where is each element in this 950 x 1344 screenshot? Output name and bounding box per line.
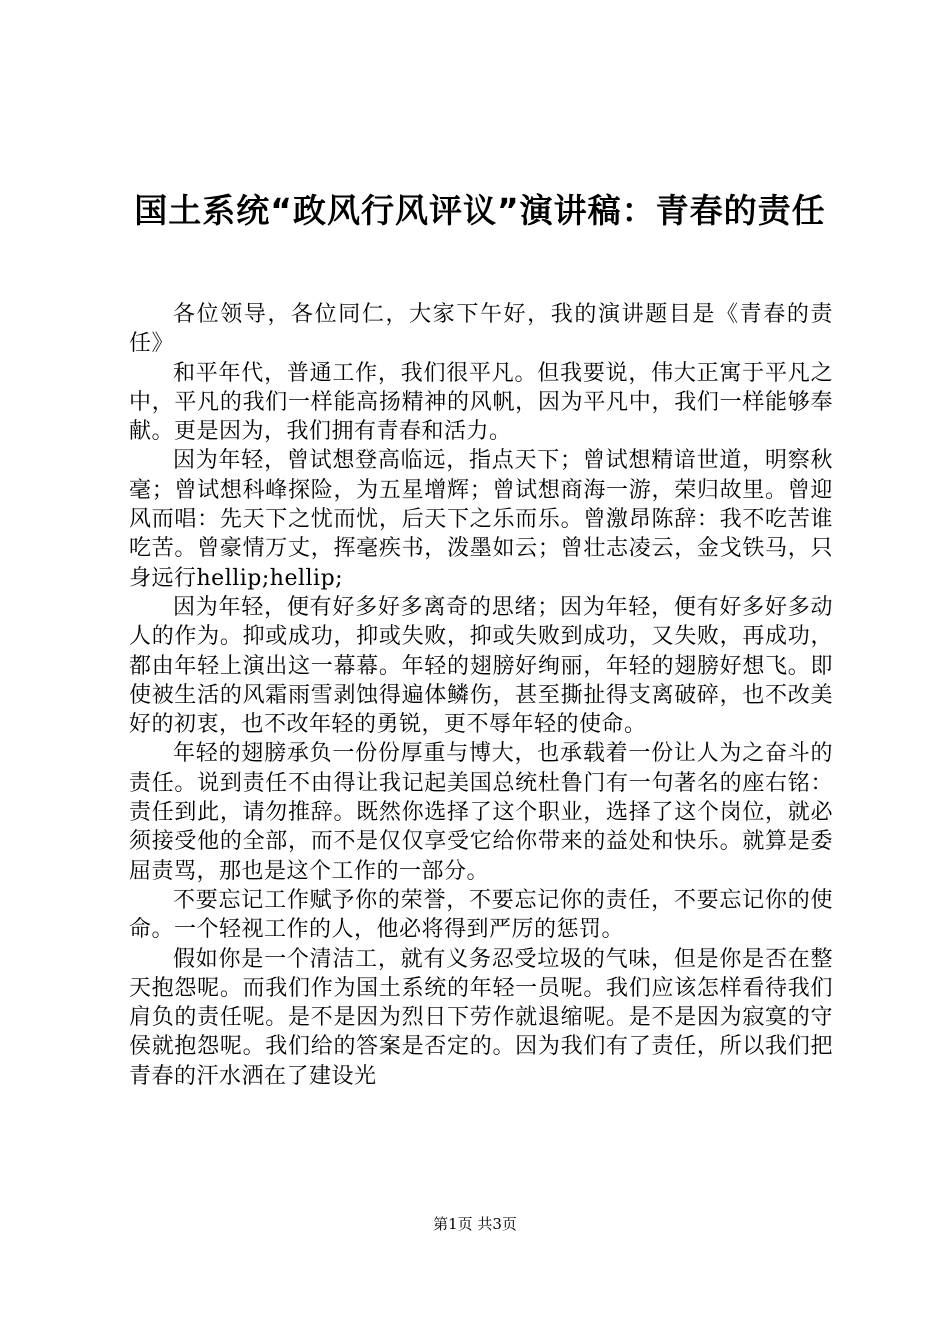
paragraph: 年轻的翅膀承负一份份厚重与博大，也承载着一份让人为之奋斗的责任。说到责任不由得让我记起美国总统杜鲁门有一句著名的座右铭：责任到此，请勿推辞。既然你选择了这个职业，选择了这个岗位，就必须接受他的全部，而不是仅仅享受它给你带来的益处和快乐。就算是委屈责骂，那也是这个工作的一部分。: [129, 741, 833, 884]
paragraph: 因为年轻，曾试想登高临远，指点天下；曾试想精谙世道，明察秋毫；曾试想科峰探险，为五星增辉；曾试想商海一游，荣归故里。曾迎风而唱：先天下之忧而忧，后天下之乐而乐。曾激昂陈辞：我不吃苦谁吃苦。曾豪情万丈，挥毫疾书，泼墨如云；曾壮志凌云，金戈铁马，只身远行hellip;hellip;: [129, 448, 833, 591]
document-title: 国土系统“政风行风评议”演讲稿：青春的责任: [134, 191, 826, 230]
paragraph: 假如你是一个清洁工，就有义务忍受垃圾的气味，但是你是否在整天抱怨呢。而我们作为国土系统的年轻一员呢。我们应该怎样看待我们肩负的责任呢。是不是因为烈日下劳作就退缩呢。是不是因为寂寞的守侯就抱怨呢。我们给的答案是否定的。因为我们有了责任，所以我们把青春的汗水洒在了建设光: [129, 946, 833, 1089]
paragraph: 和平年代，普通工作，我们很平凡。但我要说，伟大正寓于平凡之中，平凡的我们一样能高扬精神的风帆，因为平凡中，我们一样能够奉献。更是因为，我们拥有青春和活力。: [129, 360, 833, 445]
paragraph: 各位领导，各位同仁，大家下午好，我的演讲题目是《青春的责任》: [129, 302, 833, 357]
document-body: [129, 300, 833, 1091]
paragraph: 因为年轻，便有好多好多离奇的思绪；因为年轻，便有好多好多动人的作为。抑或成功，抑或失败，抑或失败到成功，又失败，再成功，都由年轻上演出这一幕幕。年轻的翅膀好绚丽，年轻的翅膀好想飞。即使被生活的风霜雨雪剥蚀得遍体鳞伤，甚至撕扯得支离破碎，也不改美好的初衷，也不改年轻的勇锐，更不辱年轻的使命。: [129, 594, 833, 738]
page-footer: 第1页 共3页: [433, 1215, 517, 1233]
paragraph: 不要忘记工作赋予你的荣誉，不要忘记你的责任，不要忘记你的使命。一个轻视工作的人，他必将得到严厉的惩罚。: [129, 887, 833, 943]
